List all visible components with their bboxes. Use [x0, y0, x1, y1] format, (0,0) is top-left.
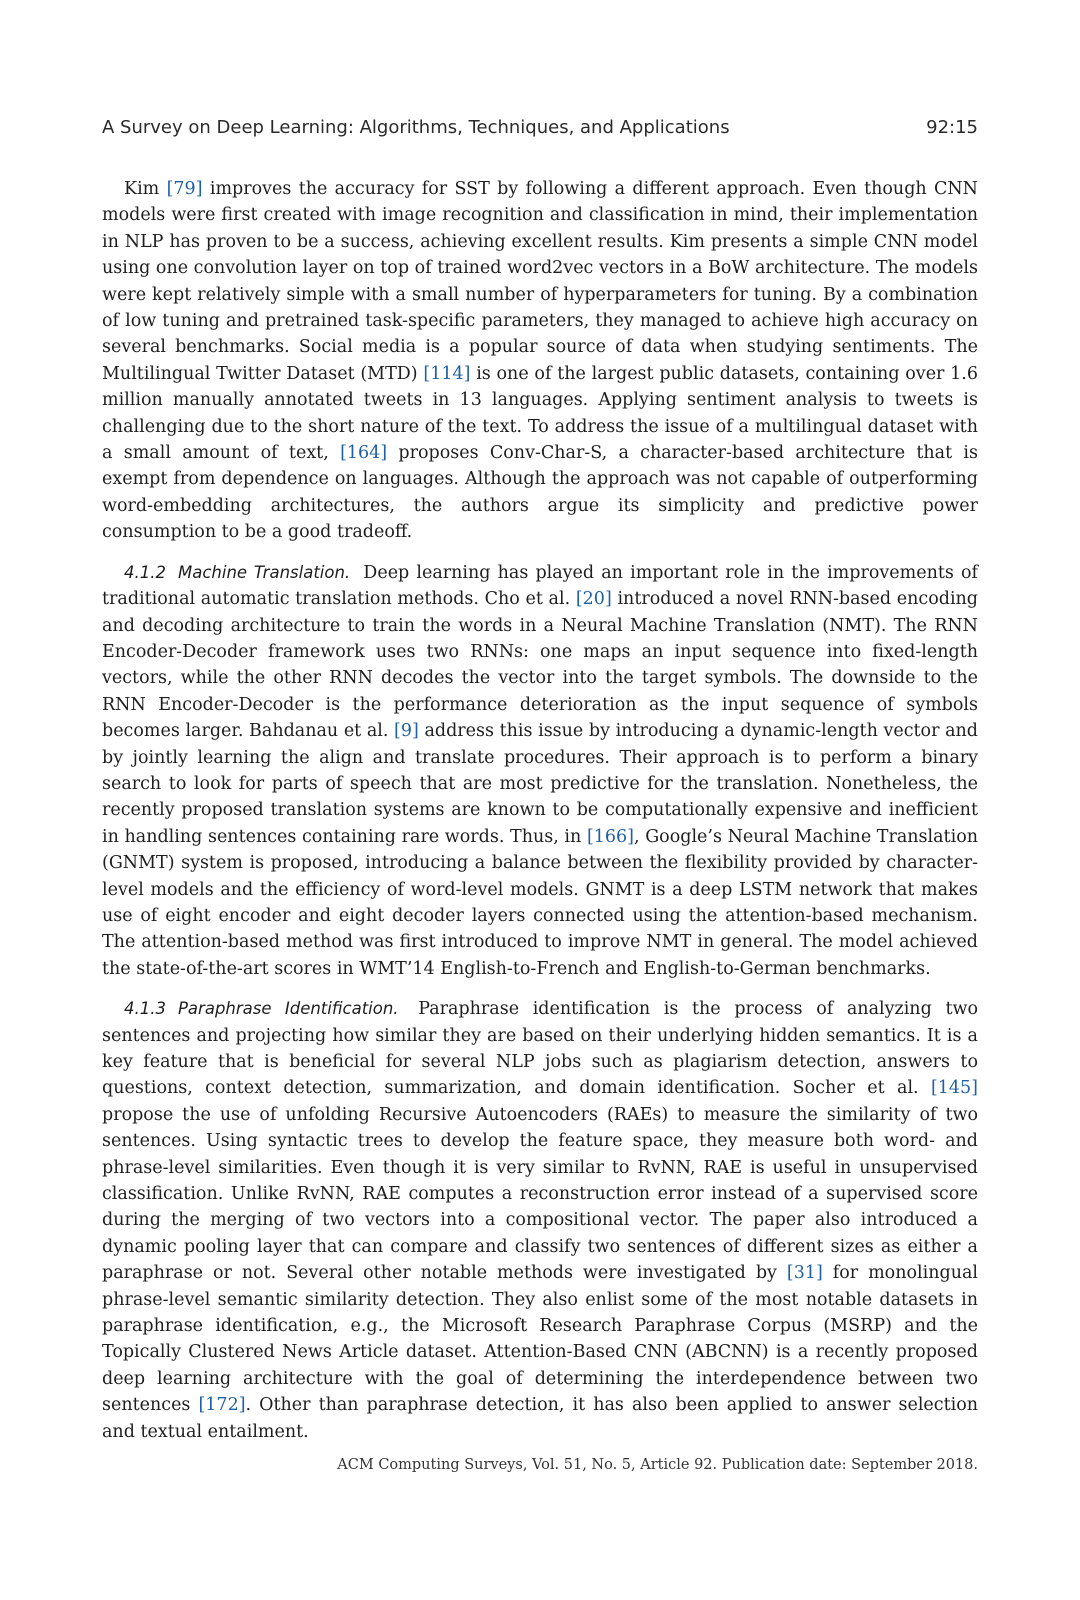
- citation-79[interactable]: [79]: [166, 179, 203, 199]
- text-run: Deep learning has played an important role in the improvements of traditional automatic translation methods. Cho et al.: [102, 562, 979, 610]
- section-heading-4-1-2: [124, 563, 350, 582]
- running-title: A Survey on Deep Learning: Algorithms, Techniques, and Applications: [102, 117, 730, 138]
- running-head: [102, 117, 978, 138]
- citation-164[interactable]: [164]: [340, 443, 388, 464]
- text-run: . Other than paraphrase detection, it has also been applied to answer selection and textual entailment.: [102, 1395, 979, 1442]
- text-run: for monolingual phrase-level semantic similarity detection. They also enlist some of the most notable datasets in paraphrase identification, e.g., the Microsoft Research Paraphrase Corpus (MSRP) and the Topically Clustered News Article dataset. Attention-Based CNN (ABCNN) is a recently proposed deep learning architecture with the goal of determining the interdependence between two sentences: [102, 1263, 978, 1416]
- section-title: Paraphrase Identification.: [177, 999, 399, 1019]
- page-footer: ACM Computing Surveys, Vol. 51, No. 5, Article 92. Publication date: September 2018.: [337, 1457, 978, 1473]
- text-run: proposes Conv-Char-S, a character-based architecture that is exempt from dependence on languages. Although the approach was not capable of outperforming word-embedding architectures, the authors argue its simplicity and predictive power consumption to be a good tradeoff.: [102, 443, 979, 543]
- citation-172[interactable]: [172]: [198, 1395, 246, 1416]
- citation-166[interactable]: [166]: [586, 826, 634, 847]
- text-run: address this issue by introducing a dynamic-length vector and by jointly learning the align and translate procedures. Their approach is to perform a binary search to look for parts of speech that are most predictive for the translation. Nonetheless, the recently proposed translation systems are known to be computationally expensive and inefficient in handling sentences containing rare words. Thus, in: [102, 721, 978, 847]
- text-run: propose the use of unfolding Recursive Autoencoders (RAEs) to measure the similarity of two sentences. Using syntactic trees to develop the feature space, they measure both word- and phrase-level similarities. Even though it is very similar to RvNN, RAE is useful in unsupervised classification. Unlike RvNN, RAE computes a reconstruction error instead of a supervised score during the merging of two vectors into a compositional vector. The paper also introduced a dynamic pooling layer that can compare and classify two sentences of different sizes as either a paraphrase or not. Several other notable methods were investigated by: [102, 1104, 978, 1284]
- citation-20[interactable]: [20]: [575, 589, 612, 610]
- section-heading-4-1-3: [124, 999, 399, 1018]
- citation-9[interactable]: [9]: [394, 721, 419, 742]
- page-number: 92:15: [926, 117, 978, 138]
- citation-31[interactable]: [31]: [786, 1263, 823, 1284]
- citation-145[interactable]: [145]: [930, 1078, 978, 1099]
- citation-114[interactable]: [114]: [423, 363, 471, 384]
- section-number: 4.1.3: [124, 999, 166, 1019]
- text-run: Paraphrase identification is the process of analyzing two sentences and projecting how similar they are based on their underlying hidden semantics. It is a key feature that is beneficial for several NLP jobs such as plagiarism detection, answers to questions, context detection, summarization, and domain identification. Socher et al.: [102, 999, 978, 1099]
- body-text: [102, 176, 978, 1459]
- text-run: introduced a novel RNN-based encoding and decoding architecture to train the words in a Neural Machine Translation (NMT). The RNN Encoder-Decoder framework uses two RNNs: one maps an input sequence into fixed-length vectors, while the other RNN decodes the vector into the target symbols. The downside to the RNN Encoder-Decoder is the performance deterioration as the input sequence of symbols becomes larger. Bahdanau et al.: [102, 589, 979, 742]
- text-run: Kim: [124, 179, 167, 199]
- paragraph-machine-translation: [102, 560, 978, 983]
- section-number: 4.1.2: [124, 562, 166, 582]
- paragraph-sentiment: [102, 176, 978, 546]
- paragraph-paraphrase-identification: [102, 996, 978, 1445]
- section-title: Machine Translation.: [177, 562, 351, 582]
- text-run: , Google’s Neural Machine Translation (GNMT) system is proposed, introducing a balance between the flexibility provided by character-level models and the efficiency of word-level models. GNMT is a deep LSTM network that makes use of eight encoder and eight decoder layers connected using the attention-based mechanism. The attention-based method was first introduced to improve NMT in general. The model achieved the state-of-the-art scores in WMT’14 English-to-French and English-to-German benchmarks.: [102, 826, 978, 979]
- text-run: improves the accuracy for SST by following a different approach. Even though CNN models were first created with image recognition and classification in mind, their implementation in NLP has proven to be a success, achieving excellent results. Kim presents a simple CNN model using one convolution layer on top of trained word2vec vectors in a BoW architecture. The models were kept relatively simple with a small number of hyperparameters for tuning. By a combination of low tuning and pretrained task-specific parameters, they managed to achieve high accuracy on several benchmarks. Social media is a popular source of data when studying sentiments. The Multilingual Twitter Dataset (MTD): [102, 179, 978, 384]
- text-run: is one of the largest public datasets, containing over 1.6 million manually annotated tweets in 13 languages. Applying sentiment analysis to tweets is challenging due to the short nature of the text. To address the issue of a multilingual dataset with a small amount of text,: [102, 363, 978, 464]
